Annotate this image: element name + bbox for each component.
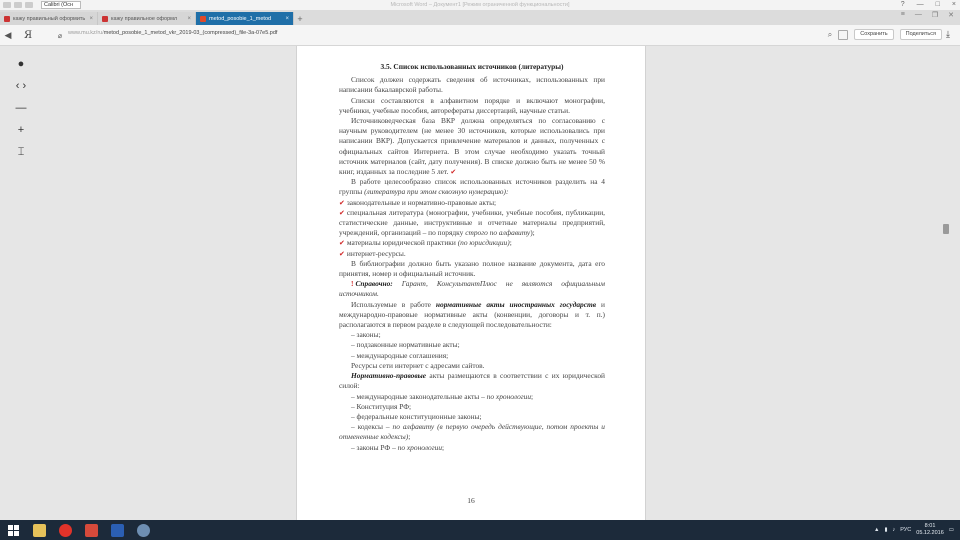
note: ! Справочно: Гарант, КонсультантПлюс не являются официальным источником. — [339, 279, 605, 299]
menu-icon[interactable]: ≡ — [900, 11, 905, 18]
favicon-icon — [4, 16, 10, 22]
list-item: ✔ специальная литература (монографии, учебники, учебные пособия, публикации, статистические данные, инструктивные и отчетные материалы предприятий, учреждений, организаций – по порядку строго по алфавиту); — [339, 207, 605, 238]
address-bar — [0, 25, 960, 46]
paragraph: Используемые в работе нормативные акты иностранных государств и международно-правовые нормативные акты (конвенции, договоры и т. п.) располагаются в первом разделе в следующей последовательности: — [339, 299, 605, 330]
scrollbar[interactable] — [942, 46, 950, 520]
section-heading: 3.5. Список использованных источников (литературы) — [380, 62, 564, 71]
dash-item: – кодексы – по алфавиту (в первую очередь действующие, потом проекты и отмененные кодексы); — [339, 422, 605, 442]
pdf-page — [296, 46, 646, 520]
viewer-toolbar — [10, 56, 32, 160]
new-tab-button[interactable]: + — [297, 13, 303, 24]
dash-item: – подзаконные нормативные акты; — [351, 340, 460, 350]
list-item: ✔ материалы юридической практики (по юрисдикции); — [339, 238, 512, 248]
fit-width-icon[interactable]: ⌶ — [17, 145, 25, 158]
help-icon[interactable]: ? — [900, 1, 905, 8]
tab-3-active[interactable] — [196, 12, 294, 25]
taskbar-app-yandex[interactable] — [52, 520, 78, 540]
red-check-icon: ✔ — [450, 168, 457, 177]
tab-1[interactable] — [0, 12, 98, 25]
paragraph: В библиографии должно быть указано полное название документа, дата его принятия, номер и официальный источник. — [339, 258, 605, 279]
paragraph: Список должен содержать сведения об источниках, использованных при написании бакалаврской работы. — [339, 75, 605, 95]
start-button[interactable] — [0, 520, 26, 540]
zoom-in-icon[interactable]: + — [17, 124, 25, 136]
red-check-icon: ✔ — [339, 208, 345, 217]
system-tray — [874, 520, 954, 540]
notifications-icon[interactable]: ▭ — [948, 527, 954, 533]
tab-label: кажу правильное оформл — [111, 15, 178, 22]
windows-icon — [8, 525, 19, 536]
font-name-box[interactable]: Calibri (Осн — [41, 1, 81, 9]
paragraph: Нормативно-правовые акты размещаются в соответствии с их юридической силой: — [339, 371, 606, 391]
yandex-browser-icon — [59, 524, 72, 537]
reader-mode-icon[interactable] — [838, 30, 848, 40]
word-icon — [111, 524, 124, 537]
back-button[interactable]: ◀ — [4, 29, 12, 40]
scrollbar-thumb[interactable] — [943, 224, 949, 234]
paragraph: В работе целесообразно список использованных источников разделить на 4 группы (литература при этом сквозную нумерацию): — [339, 177, 605, 197]
paragraph: Списки составляются в алфавитном порядке и включают монографии, учебники, учебные пособия, авторефераты диссертаций, научные статьи. — [339, 95, 605, 115]
share-button[interactable]: Поделиться — [900, 29, 942, 40]
url-field[interactable]: www.mu.kz/ru/metod_posobie_1_metod_vkr_2019-03_(compressed)_file-3a-07e5.pdf — [68, 30, 278, 36]
red-check-icon: ✔ — [339, 239, 345, 248]
dash-item: – законы; — [351, 330, 381, 340]
save-icon[interactable] — [3, 2, 11, 8]
pdf-viewer — [0, 46, 960, 520]
volume-icon[interactable]: ♪ — [892, 527, 896, 533]
yandex-logo-icon[interactable]: Я — [24, 29, 33, 41]
redo-icon[interactable] — [25, 2, 33, 8]
minimize-icon[interactable]: — — [916, 1, 924, 8]
maximize-icon[interactable]: □ — [935, 1, 940, 8]
taskbar — [0, 520, 960, 540]
tab-strip — [0, 10, 960, 25]
close-tab-icon[interactable]: × — [187, 15, 191, 22]
tab-label: кажу правильный оформить — [13, 15, 86, 22]
pdf-reader-icon — [85, 524, 98, 537]
red-check-icon: ✔ — [339, 198, 345, 207]
dash-item: – международные соглашения; — [351, 350, 449, 360]
taskbar-app-pdf[interactable] — [78, 520, 104, 540]
favicon-icon — [102, 16, 108, 22]
keyboard-language[interactable]: РУС — [900, 527, 912, 533]
lock-icon: ⌀ — [57, 33, 63, 40]
dash-item: – международные законодательные акты – по хронологии; — [351, 391, 534, 401]
close-tab-icon[interactable]: × — [89, 15, 93, 22]
dash-item: – федеральные конституционные законы; — [351, 411, 482, 421]
file-explorer-icon — [33, 524, 46, 537]
paragraph: Источниковедческая база ВКР должна определяться по согласованию с научным руководителем (не менее 30 источников, которые использовались при написании ВКР). Допускается привлечение материалов и данных, полученных с официальных сайтов Интернета. В этом случае необходимо указать точный источник материалов (сайт, дату получения). В списке должно быть не менее 50 % книг, изданных за последние 5 лет. ✔ — [339, 116, 605, 177]
dash-item: – законы РФ – по хронологии; — [351, 442, 445, 452]
taskbar-app-other[interactable] — [130, 520, 156, 540]
minimize-icon[interactable]: — — [914, 11, 922, 18]
app-icon — [137, 524, 150, 537]
close-tab-icon[interactable]: × — [285, 15, 289, 22]
list-item: ✔ интернет-ресурсы. — [339, 248, 406, 258]
save-button[interactable]: Сохранить — [854, 29, 893, 40]
list-item: ✔ законодательные и нормативно-правовые акты; — [339, 197, 497, 207]
pdf-favicon-icon — [200, 16, 206, 22]
download-icon[interactable]: ⤓ — [946, 29, 950, 39]
page-nav-icon[interactable]: ‹ › — [15, 80, 27, 92]
network-icon[interactable]: ▮ — [884, 527, 888, 533]
dot-icon[interactable]: ● — [17, 58, 25, 70]
title-bar — [0, 0, 960, 10]
dash-item: – Конституция РФ; — [351, 401, 412, 411]
clock[interactable]: 8:01 05.12.2016 — [916, 523, 944, 536]
page-content — [339, 62, 605, 453]
search-icon[interactable]: ⌕ — [827, 29, 833, 39]
undo-icon[interactable] — [14, 2, 22, 8]
tray-arrow-icon[interactable]: ▲ — [874, 527, 880, 533]
page-number: 16 — [467, 496, 475, 505]
red-check-icon: ✔ — [339, 249, 345, 258]
exclamation-icon: ! — [351, 279, 354, 289]
paragraph: Ресурсы сети интернет с адресами сайтов. — [351, 360, 485, 370]
close-window-icon[interactable]: ✕ — [948, 12, 954, 19]
tab-2[interactable] — [98, 12, 196, 25]
taskbar-app-explorer[interactable] — [26, 520, 52, 540]
zoom-out-icon[interactable]: — — [15, 102, 27, 114]
taskbar-app-word[interactable] — [104, 520, 130, 540]
window-title: Microsoft Word – Документ1 [Режим ограниченной функциональности] — [390, 2, 570, 8]
restore-icon[interactable]: ❐ — [931, 12, 939, 19]
close-icon[interactable]: × — [951, 1, 956, 8]
tab-label: metod_posobie_1_metod — [209, 15, 272, 22]
